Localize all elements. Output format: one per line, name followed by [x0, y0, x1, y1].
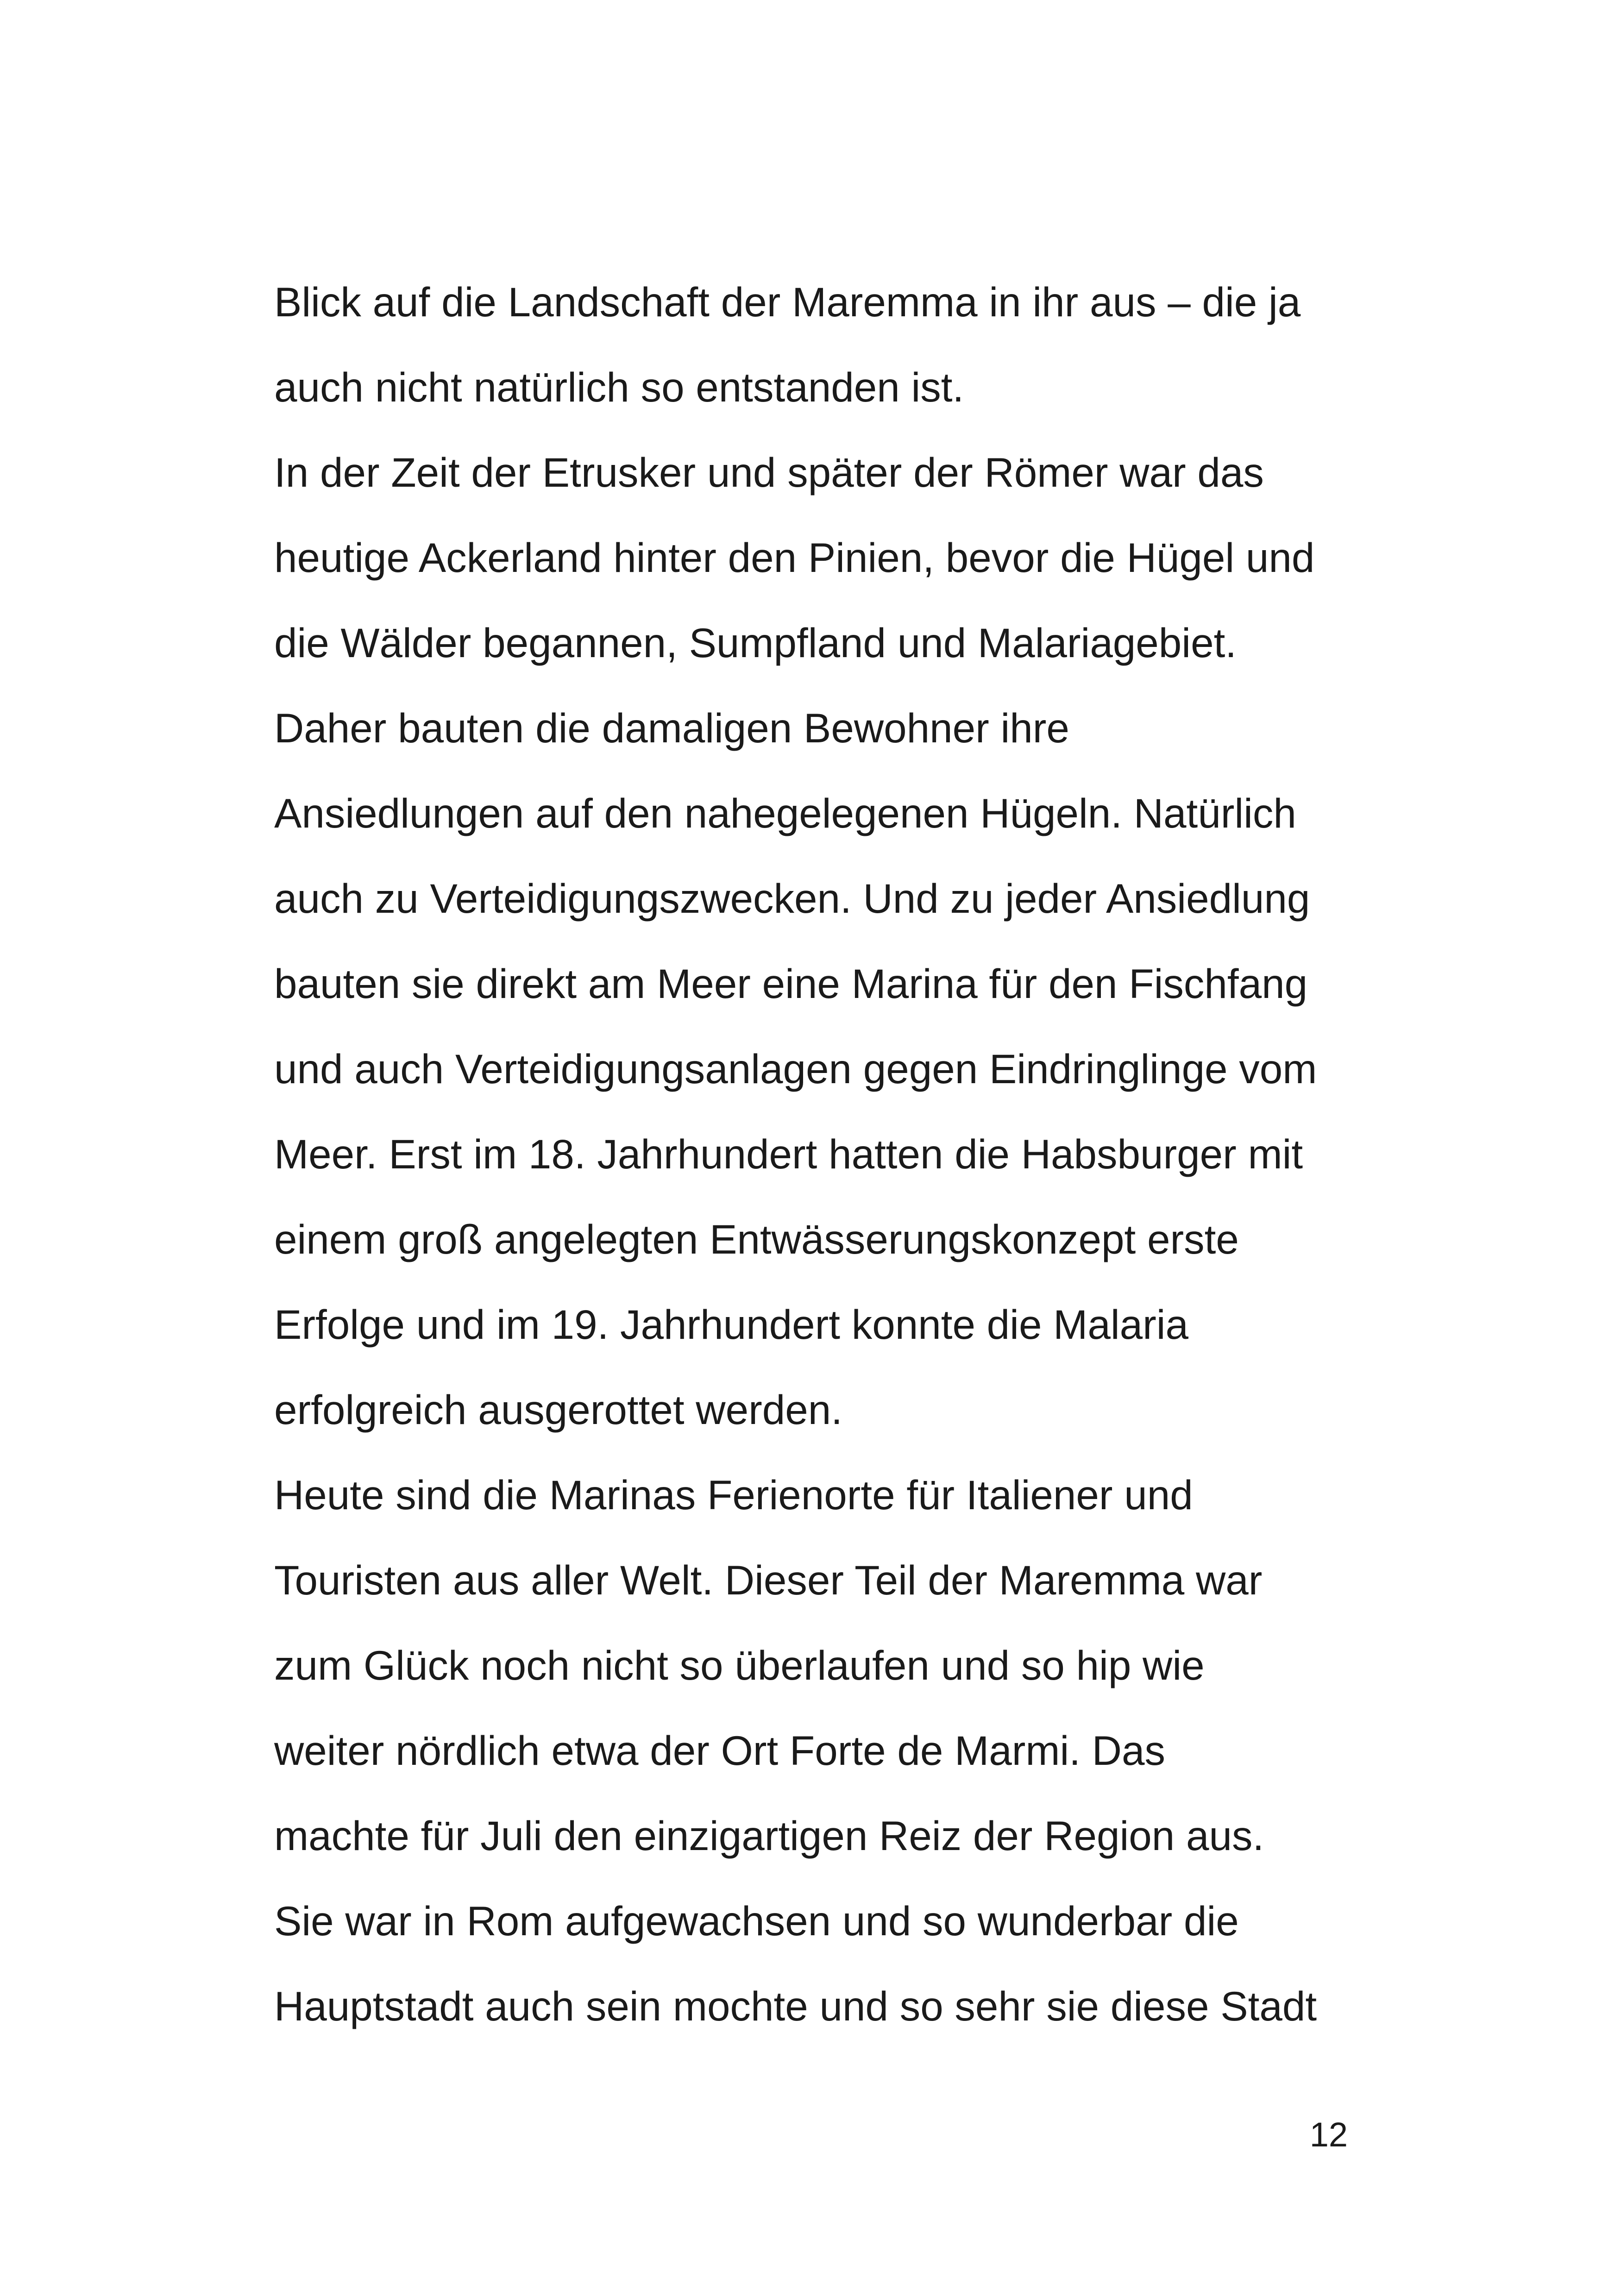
text-line: Ansiedlungen auf den nahegelegenen Hügeln. Natürlich [274, 790, 1296, 836]
text-line: In der Zeit der Etrusker und später der Römer war das [274, 449, 1264, 496]
text-line: Daher bauten die damaligen Bewohner ihre [274, 705, 1069, 751]
text-line: weiter nördlich etwa der Ort Forte de Marmi. Das [274, 1727, 1166, 1774]
text-line: bauten sie direkt am Meer eine Marina für den Fischfang [274, 960, 1308, 1007]
text-line: Erfolge und im 19. Jahrhundert konnte die Malaria [274, 1301, 1188, 1348]
text-line: Sie war in Rom aufgewachsen und so wunderbar die [274, 1898, 1239, 1944]
text-line: zum Glück noch nicht so überlaufen und so hip wie [274, 1642, 1205, 1688]
text-line: machte für Juli den einzigartigen Reiz der Region aus. [274, 1813, 1264, 1859]
text-line: einem groß angelegten Entwässerungskonzept erste [274, 1216, 1239, 1262]
text-line: auch zu Verteidigungszwecken. Und zu jeder Ansiedlung [274, 875, 1310, 922]
text-line: Heute sind die Marinas Ferienorte für Italiener und [274, 1472, 1193, 1518]
text-line: heutige Ackerland hinter den Pinien, bevor die Hügel und [274, 534, 1315, 581]
text-line: Blick auf die Landschaft der Maremma in ihr aus – die ja [274, 279, 1301, 325]
text-line: erfolgreich ausgerottet werden. [274, 1386, 842, 1433]
text-line: Hauptstadt auch sein mochte und so sehr sie diese Stadt [274, 1983, 1317, 2029]
page-number: 12 [1309, 2115, 1348, 2154]
text-line: Touristen aus aller Welt. Dieser Teil der Maremma war [274, 1557, 1263, 1603]
text-line: Meer. Erst im 18. Jahrhundert hatten die Habsburger mit [274, 1131, 1303, 1177]
body-text [274, 259, 1386, 2049]
text-line: die Wälder begannen, Sumpfland und Malariagebiet. [274, 620, 1237, 666]
text-line: auch nicht natürlich so entstanden ist. [274, 364, 964, 410]
text-line: und auch Verteidigungsanlagen gegen Eindringlinge vom [274, 1046, 1317, 1092]
